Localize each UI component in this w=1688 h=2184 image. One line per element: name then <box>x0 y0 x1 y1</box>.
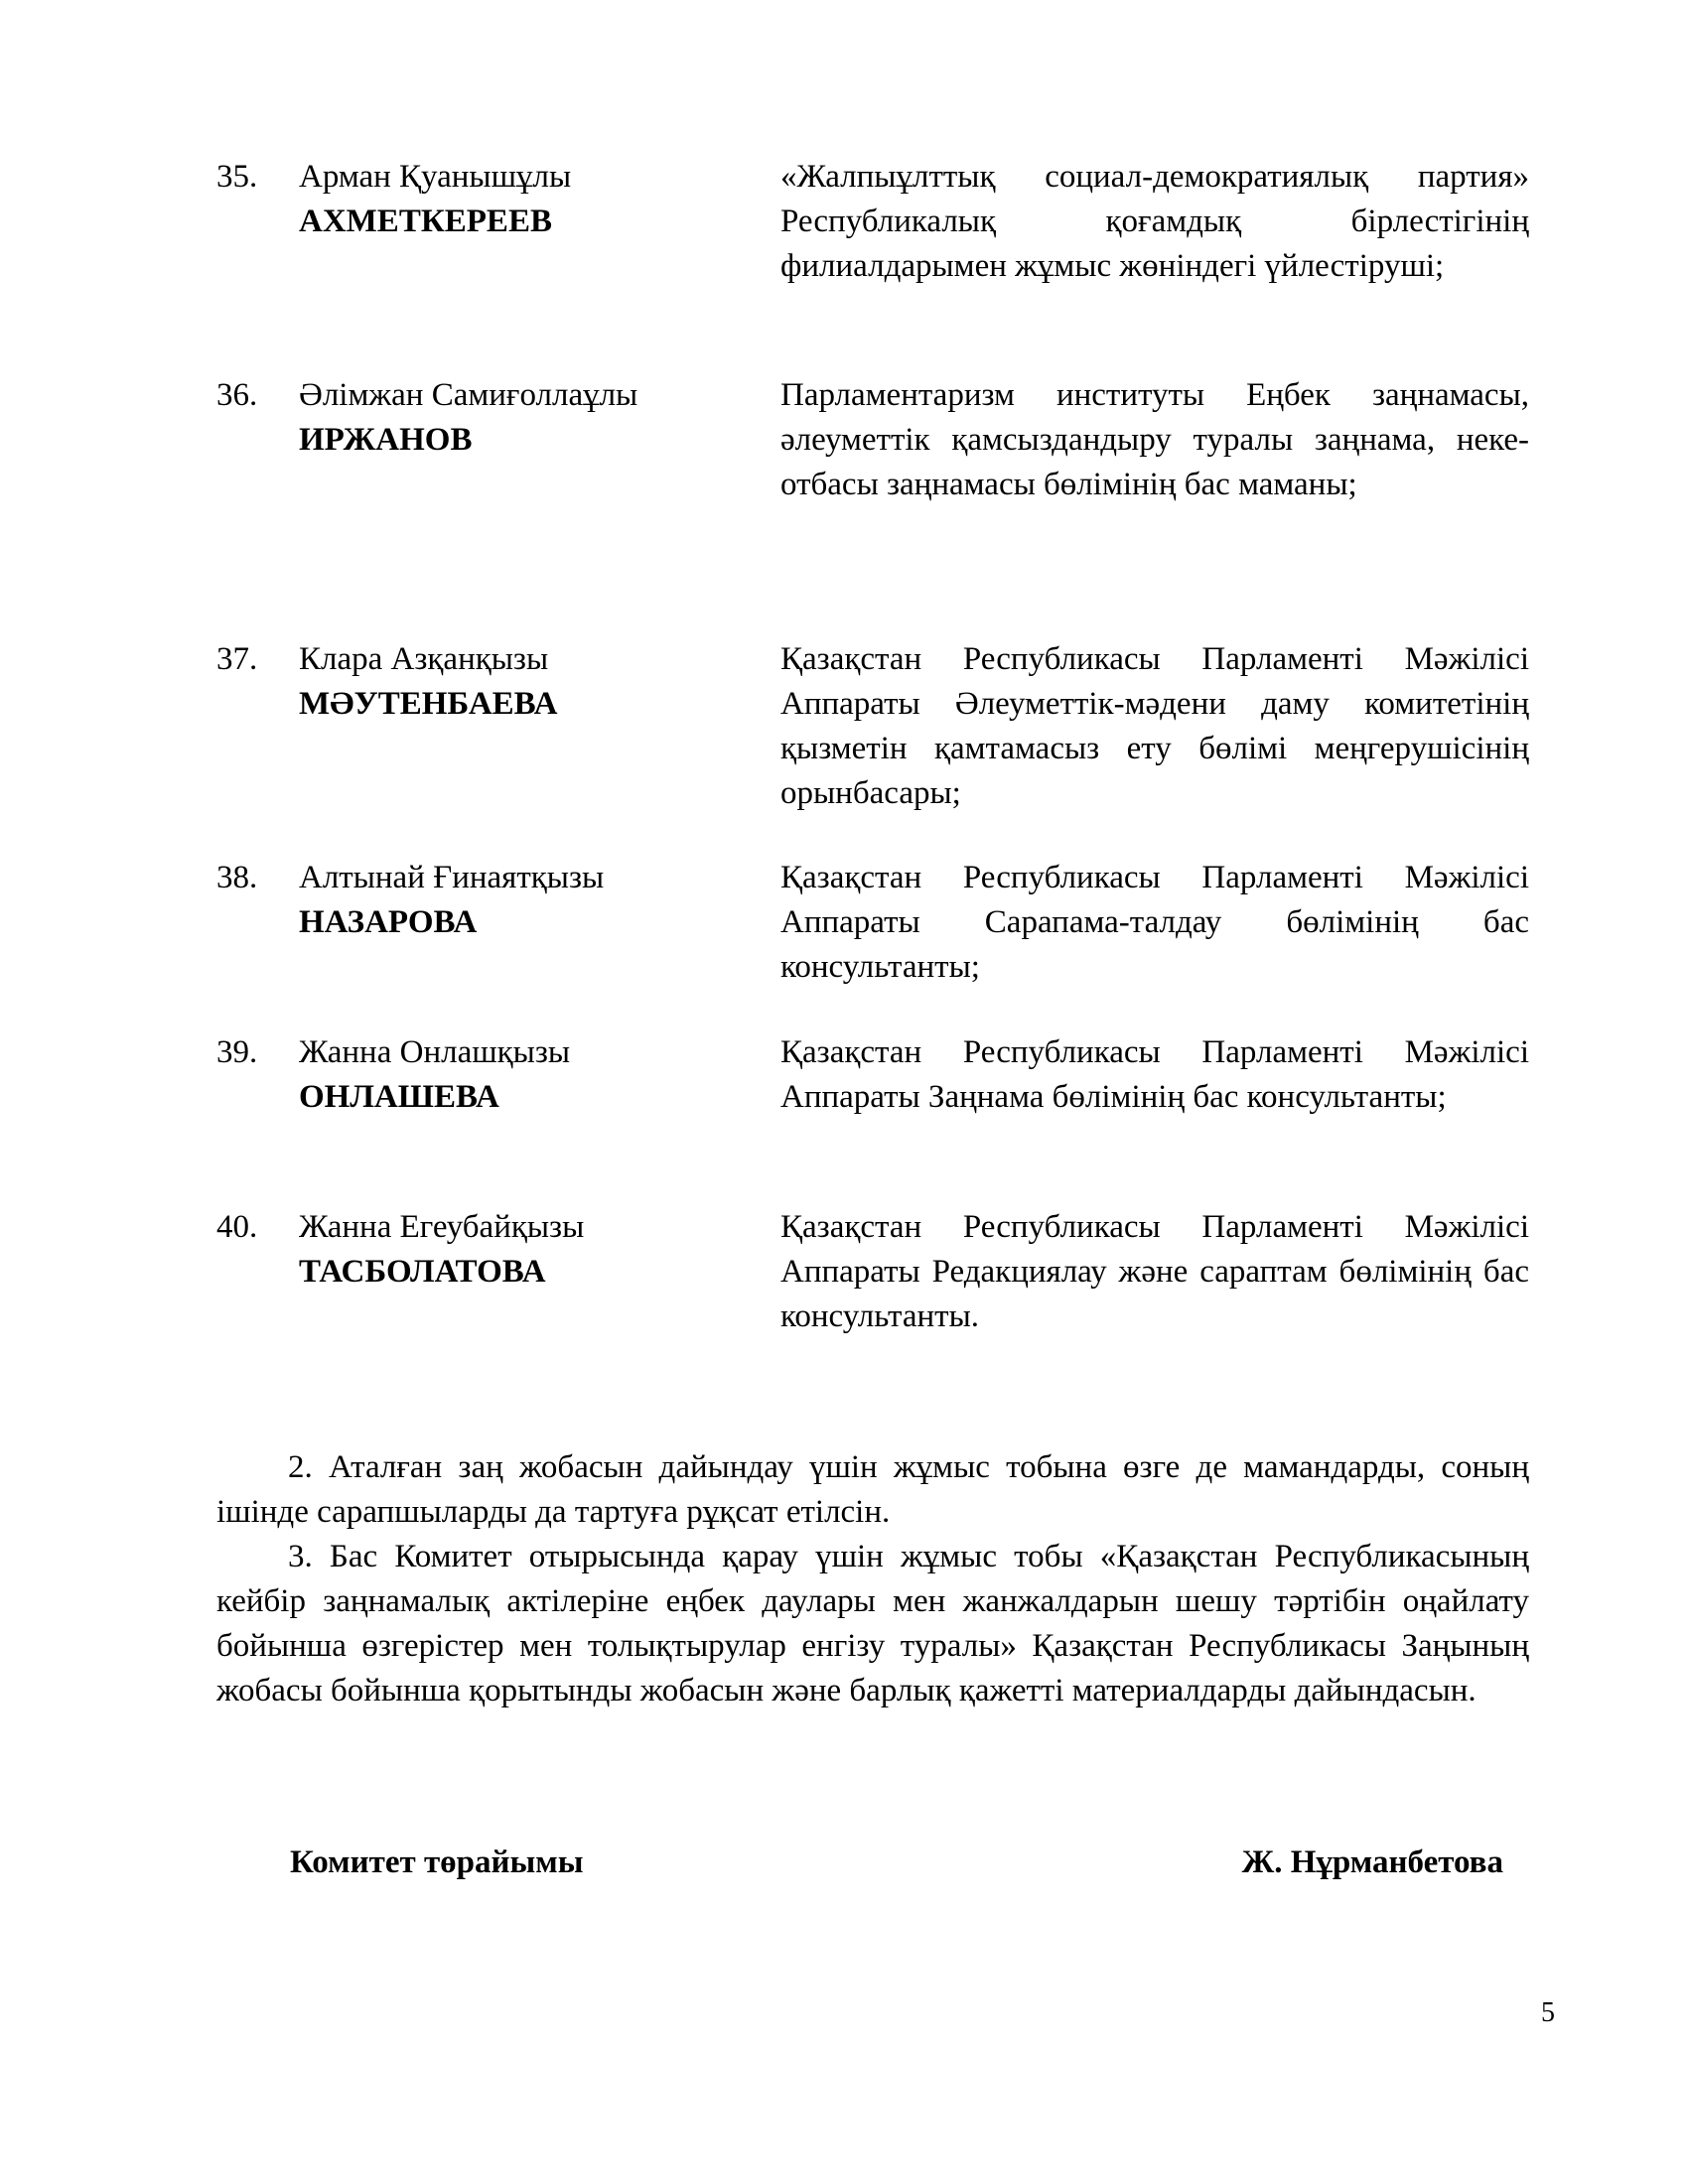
member-first-name: Алтынай Ғинаятқызы <box>299 860 605 895</box>
member-last-name: ИРЖАНОВ <box>299 422 473 458</box>
member-first-name: Жанна Онлашқызы <box>299 1034 571 1070</box>
member-name-block <box>299 637 766 727</box>
member-entry-39 <box>216 1030 1529 1115</box>
resolution-paragraphs <box>216 1445 1529 1713</box>
member-first-name: Әлімжан Самиғоллаұлы <box>299 377 638 413</box>
paragraph-2: 2. Аталған заң жобасын дайындау үшін жұмыс тобына өзге де мамандарды, соның ішінде сарапшыларды да тартуға рұқсат етілсін. <box>216 1449 1529 1530</box>
member-name-block <box>299 155 766 244</box>
member-position: Парламентаризм институты Еңбек заңнамасы, әлеуметтік қамсыздандыру туралы заңнама, неке-отбасы заңнамасы бөлімінің бас маманы; <box>780 377 1529 502</box>
member-last-name: ОНЛАШЕВА <box>299 1079 499 1115</box>
member-position: Қазақстан Республикасы Парламенті Мәжілісі Аппараты Заңнама бөлімінің бас консультанты; <box>780 1034 1529 1115</box>
member-name-block <box>299 856 766 945</box>
signatory-name: Ж. Нұрманбетова <box>1241 1844 1503 1880</box>
signatory-title: Комитет төрайымы <box>290 1844 584 1880</box>
member-first-name: Жанна Егеубайқызы <box>299 1209 585 1245</box>
member-position: «Жалпыұлттық социал-демократиялық партия» Республикалық қоғамдық бірлестігінің филиалдарымен жұмыс жөніндегі үйлестіруші; <box>780 159 1529 284</box>
member-name-block <box>299 1205 766 1295</box>
member-last-name: АХМЕТКЕРЕЕВ <box>299 204 552 239</box>
member-first-name: Клара Азқанқызы <box>299 641 549 677</box>
member-number: 38. <box>216 860 258 895</box>
member-last-name: ТАСБОЛАТОВА <box>299 1254 546 1290</box>
member-last-name: НАЗАРОВА <box>299 904 478 940</box>
member-entry-38 <box>216 856 1529 985</box>
member-position: Қазақстан Республикасы Парламенті Мәжілісі Аппараты Әлеуметтік-мәдени даму комитетінің қызметін қамтамасыз ету бөлімі меңгерушісінің орынбасары; <box>780 641 1529 811</box>
member-number: 37. <box>216 641 258 677</box>
member-position: Қазақстан Республикасы Парламенті Мәжілісі Аппараты Редакциялау және сараптам бөлімінің бас консультанты. <box>780 1209 1529 1334</box>
member-name-block <box>299 1030 766 1120</box>
member-entry-36 <box>216 373 1529 502</box>
member-entry-40 <box>216 1205 1529 1334</box>
member-entry-35 <box>216 155 1529 284</box>
member-name-block <box>299 373 766 463</box>
member-number: 36. <box>216 377 258 413</box>
page-number: 5 <box>1541 1997 1555 2028</box>
member-first-name: Арман Қуанышұлы <box>299 159 572 195</box>
member-entry-37 <box>216 637 1529 811</box>
member-number: 40. <box>216 1209 258 1245</box>
member-number: 35. <box>216 159 258 195</box>
member-last-name: МӘУТЕНБАЕВА <box>299 686 558 722</box>
member-position: Қазақстан Республикасы Парламенті Мәжілісі Аппараты Сарапама-талдау бөлімінің бас консультанты; <box>780 860 1529 985</box>
paragraph-3: 3. Бас Комитет отырысында қарау үшін жұмыс тобы «Қазақстан Республикасының кейбір заңнамалық актілеріне еңбек даулары мен жанжалдарын шешу тәртібін оңайлату бойынша өзгерістер мен толықтырулар енгізу туралы» Қазақстан Республикасы Заңының жобасы бойынша қорытынды жобасын және барлық қажетті материалдарды дайындасын. <box>216 1539 1529 1708</box>
member-number: 39. <box>216 1034 258 1070</box>
